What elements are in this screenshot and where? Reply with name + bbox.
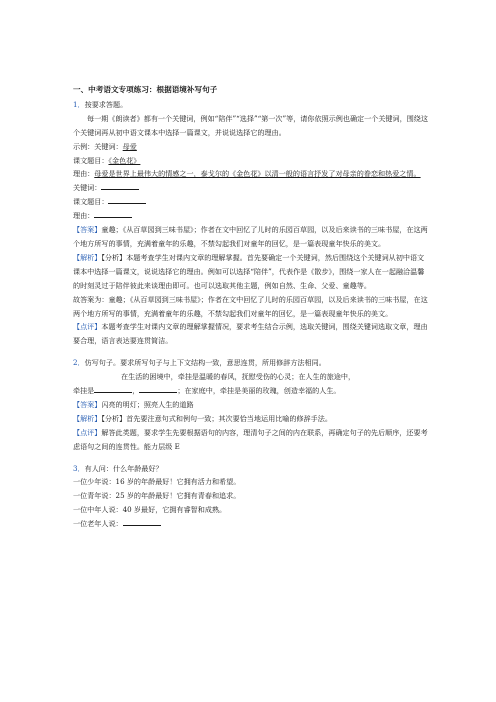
question-1-analysis: 【解析】【分析】本题考查学生对课内文章的理解掌握。首先要确定一个关键词，然后围绕这个关键词从初中语文课本中选择一篇课文，说说选择它的理由。例如可以选择“陪伴”，代表作是《散步》，围绕一家人在一起融洽温馨的时刻灵过于陪伴彼此来谈理由即可。也可以选取其他主题，例如自然、生命、父爱、童趣等。	[73, 252, 425, 290]
question-3-line-1: 一位少年说：16 岁的年龄最好！它拥有活力和希望。	[73, 477, 241, 487]
question-3-line-4: 一位老年人说：	[73, 517, 429, 531]
question-1-answer: 【答案】童趣；《从百草园到三味书屋》；作者在文中回忆了儿时的乐园百草园，以及后来读书的三味书屋，在这两个地方所写的事情，充满着童年的乐趣，不禁勾起我们对童年的回忆，是一篇表现童年快乐的美文。	[73, 225, 428, 248]
question-3-line-2: 一位青年说：25 岁的年龄最好！它拥有青春和追求。	[73, 491, 241, 501]
question-2-answer: 【答案】闪亮的明灯；照亮人生的道路	[73, 399, 194, 409]
document-body	[73, 83, 429, 531]
question-3-stem: 3．有人问：什么年龄最好？	[73, 463, 163, 473]
fill-blank[interactable]	[94, 384, 132, 393]
question-1-stem: 1．按要求答题。	[73, 99, 128, 109]
section-heading: 一、中考语文专项练习：根据语境补写句子	[73, 85, 218, 94]
question-2-stem: 2．仿写句子。要求所写句子与上下文结构一致，意思连贯，所用修辞方法相同。	[73, 358, 326, 368]
question-1-paragraph: 每一期《朗读者》都有一个关键词，例如“陪伴”“选择”“第一次”等，请你依照示例也确定一个关键词，围绕这个关键词再从初中语文课本中选择一篇课文，并说说选择它的理由。	[73, 113, 428, 137]
example-keyword: 示例：关键词：母爱	[73, 141, 137, 151]
answer-blank-keyword: 关键词：	[73, 181, 429, 195]
answer-blank-reason: 理由：	[73, 209, 429, 223]
question-1-answer-summary: 故答案为：童趣；《从百草园到三味书屋》；作者在文中回忆了儿时的乐园百草园，以及后来读书的三味书屋，在这两个地方所写的事情，充满着童年的乐趣，不禁勾起我们对童年的回忆，是一篇表现童年快乐的美文。	[73, 294, 428, 318]
fill-blank[interactable]	[101, 181, 139, 190]
fill-blank[interactable]	[123, 517, 161, 526]
question-2-line-2: 牵挂是 ， ；在家庭中，牵挂是美丽的玫瑰，创造幸福的人生。	[73, 386, 341, 396]
example-title: 课文题目：《金色花》	[73, 155, 141, 165]
question-2-line-1: 在生活的困境中，牵挂是温暖的春风，抚慰受伤的心灵；在人生的旅途中，	[121, 372, 356, 382]
answer-blank-title: 课文题目：	[73, 195, 429, 209]
fill-blank[interactable]	[108, 195, 146, 204]
question-1-comment: 【点评】本题考查学生对课内文章的理解掌握情况，要求考生结合示例，选取关键词，围绕关键词选取文章，理由要合理，语言表达要连贯简洁。	[73, 322, 428, 346]
fill-blank[interactable]	[94, 209, 132, 218]
question-2-analysis: 【解析】【分析】首先要注意句式和例句一致；其次要恰当地运用比喻的修辞手法。	[73, 413, 332, 423]
question-3-line-3: 一位中年人说：40 岁最好，它拥有睿智和成熟。	[73, 505, 227, 515]
example-reason: 理由：母爱是世界上最伟大的情感之一，泰戈尔的《金色花》以清一般的语言抒发了对母亲的眷恋和热爱之情。	[73, 169, 421, 179]
fill-blank[interactable]	[139, 384, 177, 393]
question-2-comment: 【点评】解答此类题，要求学生先要根据语句的内容，理清句子之间的内在联系，再确定句子的先后顺序，还要考虑语句之间的连贯性。能力层级 E	[73, 427, 428, 451]
